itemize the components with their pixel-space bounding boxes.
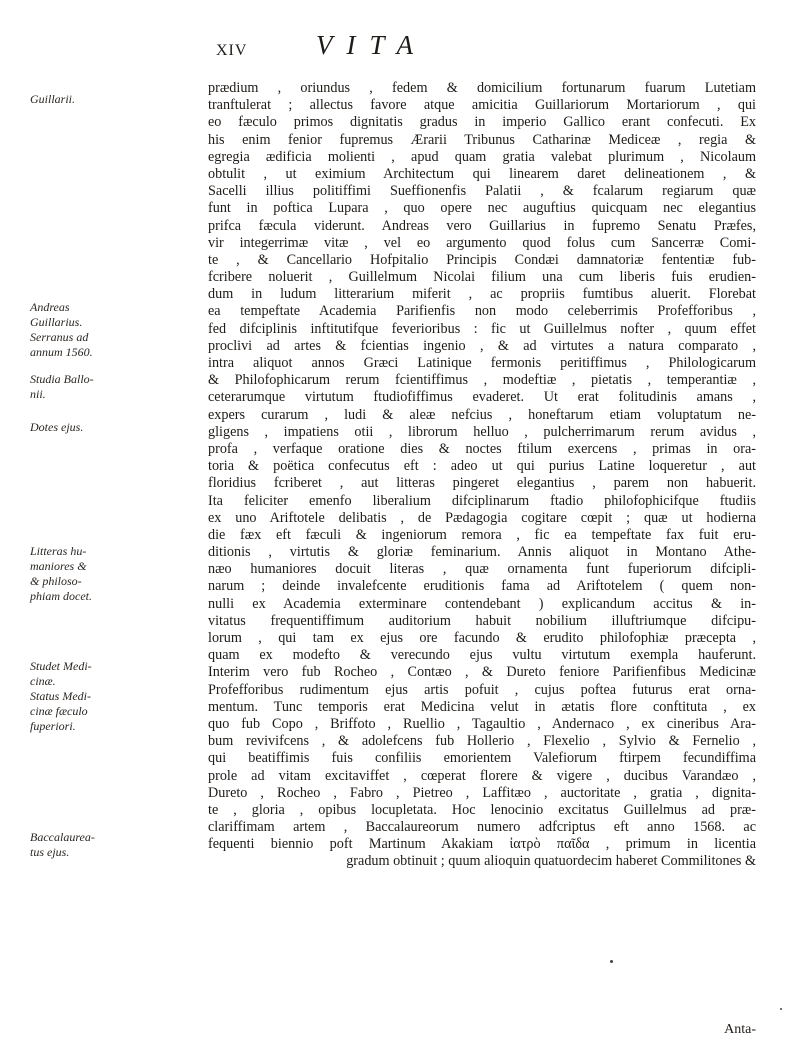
text-line: fcribere noluerit , Guillelmum Nicolai filium una cum liberis fuis erudien- [208,269,756,286]
text-line: qui beatiffimis fuis confiliis emorientem Valefiorum ftirpem fecundiffima [208,750,756,767]
text-line: prole ad vitam excitaviffet , cœperat florere & vigere , ducibus Varandæo , [208,767,756,784]
ink-speck [610,960,613,963]
margin-notes [0,0,200,1040]
margin-note-line: cinæ. [30,674,56,688]
margin-note-line: phiam docet. [30,589,92,603]
text-line: funt in poftica Lupara , quo opere nec auguftius quicquam nec elegantius [208,200,756,217]
text-line: expers curarum , ludi & aleæ nefcius , honeftarum etiam voluptatum ne- [208,406,756,423]
text-line: ceterarumque virtutum ftudiofiffimus evaderet. Ut erat folitudinis amans , [208,389,756,406]
text-line: Sacelli illius politiffimi Sueffionenfis Palatii , & fcalarum regiarum quæ [208,183,756,200]
text-line: fequenti biennio poft Martinum Akakiam ἰατρὸ παῖδα , primum in licentia [208,836,756,853]
margin-note [30,300,200,360]
text-line: vitatus frequentiffimum auditorium habuit nobilium illuftriumque difcipu- [208,612,756,629]
text-line: næo humaniores docuit literas , quæ ornamenta funt fuperiorum difcipli- [208,561,756,578]
margin-note [30,544,200,604]
margin-note [30,372,200,402]
text-line: prifca fæcula viderunt. Andreas vero Guillarius in fupremo Senatu Præfes, [208,217,756,234]
text-line: bum revivifcens , & adolefcens fub Hollerio , Flexelio , Sylvio & Fernelio , [208,733,756,750]
text-line: mentum. Tunc temporis erat Medicina velut in ætatis flore conftituta , ex [208,698,756,715]
margin-note-line: annum 1560. [30,345,93,359]
text-line: ea tempeftate Academia Parifienfis non modo celeberrimis Profefforibus , [208,303,756,320]
running-title: VITA [316,30,427,60]
text-line: narum ; deinde invalefcente eruditionis fama ad Ariftotelem ( quem non- [208,578,756,595]
text-line: obtulit , ut eximium Architectum qui linearem daret delineationem , & [208,165,756,182]
text-line: Ita feliciter emenfo liberalium difciplinarum ftadio philofophicifque ftudiis [208,492,756,509]
text-line: die fæx eft fæculi & ingeniorum remora , fic ea tempeftate fax fuit eru- [208,526,756,543]
text-line: & Philofophicarum rerum fcientiffimus , modeftiæ , pietatis , temperantiæ , [208,372,756,389]
text-line: fed difciplinis inftitutifque feverioribus : fic ut Guillelmus nofter , quum effet [208,320,756,337]
text-line: ex uno Ariftotele delibatis , de Pædagogia cogitare cœpit ; quæ ut hodierna [208,509,756,526]
margin-note-line: tus ejus. [30,845,70,859]
margin-note-line: Studia Ballo- [30,372,94,386]
text-line: egregia ædificia molienti , apud quam gratia valebat plurimum , Nicolaum [208,148,756,165]
margin-note-line: Guillarius. [30,315,83,329]
margin-note [30,420,200,435]
text-line: Dureto , Rocheo , Fabro , Pietreo , Laffitæo , auctoritate , gratia , dignita- [208,784,756,801]
body-text [208,80,756,871]
text-line: te , gloria , opibus locupletata. Hoc lenocinio excitatus Guillelmus ad præ- [208,801,756,818]
ink-speck [780,1008,782,1010]
margin-note-line: Status Medi- [30,689,91,703]
text-line: prædium , oriundus , fedem & domicilium fortunarum fuarum Lutetiam [208,80,756,96]
margin-note-line: Andreas [30,300,70,314]
margin-note-line: Dotes ejus. [30,420,84,434]
margin-note [30,830,200,860]
margin-note-line: Studet Medi- [30,659,92,673]
text-line: te , & Cancellario Hofpitalio Principis Condæi damnatoriæ fententiæ fub- [208,251,756,268]
text-line: his enim fenior fupremus Ærarii Tribunus Catharinæ Mediceæ , regia & [208,131,756,148]
text-line: gligens , impatiens otii , librorum helluo , pulcherrimarum rerum avidus , [208,423,756,440]
text-line: Interim vero fub Rocheo , Contæo , & Dureto feniore Parifienfibus Medicinæ [208,664,756,681]
text-line: floridius fcriberet , aut litteras pingeret elegantius , parem non habuerit. [208,475,756,492]
text-line: quo fub Copo , Briffoto , Ruellio , Tagaultio , Andernaco , ex cineribus Ara- [208,715,756,732]
text-line: tranftulerat ; allectus favore atque amicitia Guillariorum Mortariorum , qui [208,97,756,114]
page-number: XIV [216,42,248,59]
margin-note [30,659,200,734]
text-line: ditionis , virtutis & gloriæ feminarium. Annis aliquot in Montano Athe- [208,544,756,561]
margin-note-line: cinæ fæculo [30,704,88,718]
text-line: gradum obtinuit ; quum alioquin quatuordecim haberet Commilitones & [346,853,756,870]
margin-note-line: nii. [30,387,46,401]
margin-note-line: Litteras hu- [30,544,87,558]
catchword: Anta- [724,1022,756,1037]
text-line: nulli ex Academia exterminare contendebant ) explicandum accitus & in- [208,595,756,612]
text-line: eo fæculo primos dignitatis gradus in imperio Gallico erant confecuti. Ex [208,114,756,131]
text-line: lorum , qui tam ex ejus ore facundo & erudito philofophiæ præcepta , [208,630,756,646]
text-line: dum in ludum litterarium miferit , ac propriis fumtibus aluerit. Florebat [208,286,756,303]
text-line: profa , verfaque oratione dies & noctes ftilum exercens , primas in ora- [208,440,756,457]
text-line: toria & poëtica confecutus eft : adeo ut qui purius Latine loqueretur , aut [208,458,756,475]
margin-note-line: Baccalaurea- [30,830,95,844]
margin-note-line: & philoso- [30,574,82,588]
margin-note-line: maniores & [30,559,87,573]
text-line: intra aliquot annos Græci Latinique fermonis peritiffimus , Philologicarum [208,355,756,371]
margin-note-line: Serranus ad [30,330,89,344]
margin-note-line: fuperiori. [30,719,76,733]
margin-note [30,92,200,107]
margin-note-line: Guillarii. [30,92,76,106]
text-line: clariffimam artem , Baccalaureorum numero adfcriptus eft anno 1568. ac [208,819,756,836]
text-line: proclivi ad artes & fcientias ingenio , & ad virtutes a natura comparato , [208,337,756,354]
text-line: quam ex modefto & verecundo ejus vultu virtutum exempla hauferunt. [208,647,756,664]
text-line: vir integerrimæ vitæ , vel eo argumento quod folus cum Sancerræ Comi- [208,234,756,251]
text-line: Profefforibus rudimentum ejus artis pofuit , cujus poftea futurus erat orna- [208,681,756,698]
